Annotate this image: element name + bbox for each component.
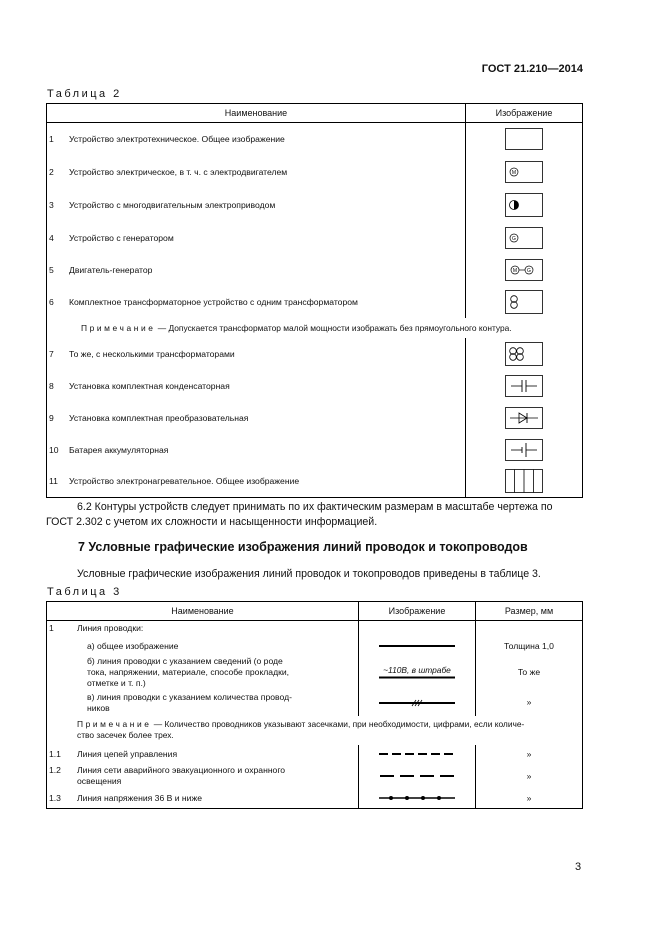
- table-row: 1.1 Линия цепей управления »: [47, 745, 583, 764]
- document-code: ГОСТ 21.210—2014: [481, 63, 583, 75]
- svg-text:M: M: [511, 169, 517, 176]
- dashed-line-icon: [377, 751, 457, 757]
- row-name: а) общее изображение: [87, 640, 179, 651]
- table-row: 1 Линия проводки:: [47, 621, 583, 637]
- row-name: Комплектное трансформаторное устройство с одним трансформатором: [69, 296, 358, 307]
- svg-text:G: G: [527, 268, 531, 274]
- motor-m-icon: [505, 161, 543, 183]
- generator-g-icon: [505, 227, 543, 249]
- row-name: Батарея аккумуляторная: [69, 444, 169, 455]
- table-row: 2 Устройство электрическое, в т. ч. с электродвигателем M: [47, 156, 583, 188]
- line-annotation-label: ~110В, в штрабе: [383, 665, 451, 675]
- table-row: 5 Двигатель-генератор M G: [47, 255, 583, 286]
- table-row: 11 Устройство электронагревательное. Общее изображение: [47, 466, 583, 498]
- table3-header-name: Наименование: [47, 602, 359, 621]
- transformer-icon: [505, 290, 543, 314]
- note-label: Примечание: [77, 719, 152, 729]
- row-size: »: [476, 789, 583, 809]
- table3-header-size: Размер, мм: [476, 602, 583, 621]
- row-name: Устройство электротехническое. Общее изображение: [69, 134, 285, 145]
- row-size: Толщина 1,0: [476, 637, 583, 656]
- table-row: в) линия проводки с указанием количества провод- ников »: [47, 690, 583, 716]
- row-size: »: [476, 745, 583, 764]
- note-text: — Допускается трансформатор малой мощности изображать без прямоугольного контура.: [155, 322, 512, 333]
- table2: [46, 103, 583, 498]
- row-name: То же, с несколькими трансформаторами: [69, 349, 235, 359]
- table-row: 1.3 Линия напряжения 36 В и ниже »: [47, 789, 583, 809]
- heater-icon: [505, 469, 543, 493]
- table-note-row: Примечание — Количество проводников указывают засечками, при необходимости, цифрами, если количе- ство засечек более трех.: [47, 716, 583, 745]
- svg-text:G: G: [512, 236, 516, 242]
- diode-icon: [505, 407, 543, 429]
- table-note-row: [47, 318, 583, 338]
- row-name: Двигатель-генератор: [69, 265, 153, 275]
- table-row: 9 Установка комплектная преобразовательная: [47, 402, 583, 434]
- table-row: 10 Батарея аккумуляторная: [47, 434, 583, 466]
- capacitor-icon: [505, 375, 543, 397]
- note-label: Примечание: [81, 322, 156, 333]
- section-7-intro: Условные графические изображения линий проводок и токопроводов приведены в таблице 3.: [77, 568, 541, 580]
- table2-header-name: Наименование: [47, 104, 466, 123]
- row-name: Установка комплектная конденсаторная: [69, 381, 230, 391]
- row-name: Устройство с многодвигательным электроприводом: [69, 199, 276, 210]
- table-row: б) линия проводки с указанием сведений (о роде тока, напряжении, материале, способе прокладки, отметке и т. п.) ~110В, в штрабе То же: [47, 656, 583, 690]
- table-row: 6 Комплектное трансформаторное устройство с одним трансформатором: [47, 286, 583, 318]
- row-name: Линия напряжения 36 В и ниже: [77, 792, 202, 803]
- section-7-heading: 7 Условные графические изображения линий проводок и токопроводов: [78, 540, 528, 554]
- table2-caption: Таблица 2: [47, 88, 122, 100]
- row-name: Установка комплектная преобразовательная: [69, 412, 249, 423]
- dotted-line-icon: [377, 794, 457, 802]
- conductor-count-line-icon: [377, 698, 457, 708]
- svg-text:M: M: [512, 268, 518, 274]
- long-dash-line-icon: [377, 773, 457, 779]
- paragraph-6-2-line1: 6.2 Контуры устройств следует принимать по их фактическим размерам в масштабе чертежа по: [77, 501, 553, 513]
- table-row: [47, 637, 583, 656]
- table-row: 1.2 Линия сети аварийного эвакуационного и охранного освещения »: [47, 764, 583, 789]
- row-size: »: [476, 764, 583, 789]
- paragraph-6-2-line2: ГОСТ 2.302 с учетом их сложности и насыщенности информацией.: [46, 516, 378, 528]
- table-row: 7 То же, с несколькими трансформаторами: [47, 338, 583, 371]
- row-name: Линия проводки:: [77, 623, 144, 634]
- battery-icon: [505, 439, 543, 461]
- row-name: Устройство электронагревательное. Общее изображение: [69, 476, 300, 487]
- table3: [46, 601, 583, 809]
- empty-rectangle-icon: [505, 128, 543, 150]
- table3-caption: Таблица 3: [47, 586, 122, 598]
- row-name: Устройство электрическое, в т. ч. с электродвигателем: [69, 166, 288, 177]
- row-size: То же: [476, 656, 583, 690]
- half-filled-circle-icon: [505, 193, 543, 217]
- table-row: 1 Устройство электротехническое. Общее изображение: [47, 123, 583, 156]
- table-row: 3 Устройство с многодвигательным электроприводом: [47, 188, 583, 222]
- table-row: 8 Установка комплектная конденсаторная: [47, 371, 583, 402]
- table-row: 4 Устройство с генератором G: [47, 222, 583, 255]
- annotated-line-icon: [377, 675, 457, 680]
- paragraph-6-2: [46, 500, 583, 530]
- row-name: Линия цепей управления: [77, 748, 178, 759]
- page-number: 3: [575, 861, 582, 873]
- row-size: »: [476, 690, 583, 716]
- table3-header-image: Изображение: [359, 602, 476, 621]
- table2-header-image: Изображение: [466, 104, 583, 123]
- solid-line-icon: [377, 643, 457, 649]
- motor-generator-icon: [505, 259, 543, 281]
- multi-transformer-icon: [505, 342, 543, 366]
- row-name: Устройство с генератором: [69, 233, 174, 243]
